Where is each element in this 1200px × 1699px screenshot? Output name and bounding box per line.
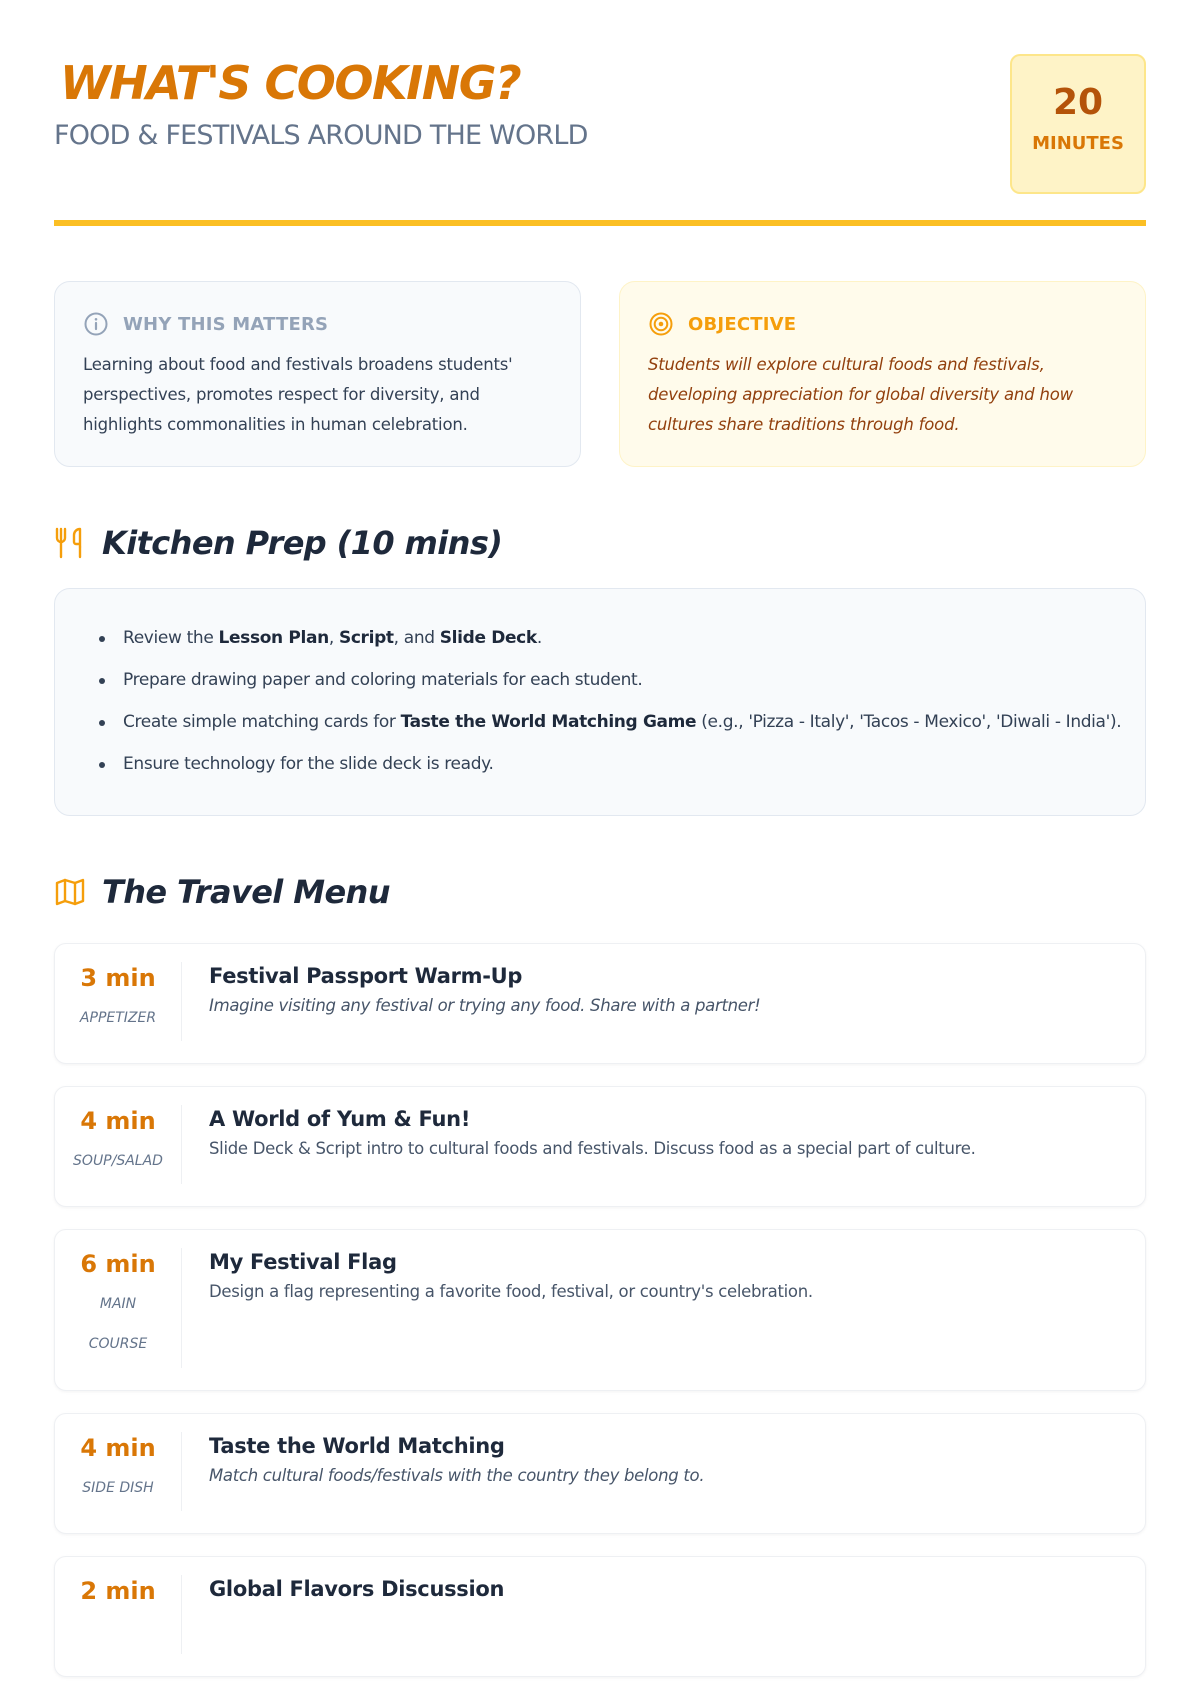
menu-item-title: Festival Passport Warm-Up bbox=[209, 964, 523, 988]
prep-item-materials: Prepare drawing paper and coloring materials for each student. bbox=[99, 659, 1101, 701]
menu-item-world-of-yum bbox=[54, 1086, 1146, 1207]
travel-menu-heading bbox=[54, 873, 390, 911]
page-title: WHAT'S COOKING? bbox=[60, 56, 521, 110]
menu-item-divider bbox=[181, 1248, 182, 1368]
menu-item-time bbox=[55, 964, 181, 1038]
menu-item-minutes: 3 min bbox=[80, 964, 156, 992]
page-header bbox=[54, 0, 1146, 226]
prep-game-name: Taste the World Matching Game bbox=[400, 712, 697, 732]
prep-script: Script bbox=[338, 628, 394, 648]
travel-menu-list bbox=[54, 943, 1146, 1699]
prep-slide-deck: Slide Deck bbox=[439, 628, 537, 648]
menu-item-divider bbox=[181, 1432, 182, 1511]
page-subtitle: FOOD & FESTIVALS AROUND THE WORLD bbox=[54, 120, 588, 151]
menu-item-description: Match cultural foods/festivals with the country they belong to. bbox=[209, 1466, 705, 1485]
menu-item-course: MAIN bbox=[99, 1296, 137, 1312]
menu-item-title: A World of Yum & Fun! bbox=[209, 1107, 471, 1131]
menu-item-time bbox=[55, 1107, 181, 1181]
kitchen-prep-title: Kitchen Prep (10 mins) bbox=[102, 524, 503, 562]
kitchen-prep-heading bbox=[54, 524, 502, 562]
kitchen-prep-box bbox=[54, 588, 1146, 816]
prep-item-review: Review the Lesson Plan, Script, and Slide Deck. bbox=[99, 617, 1101, 659]
menu-item-global-flavors bbox=[54, 1556, 1146, 1677]
menu-item-time bbox=[55, 1577, 181, 1605]
menu-item-title: Taste the World Matching bbox=[209, 1434, 505, 1458]
travel-menu-title: The Travel Menu bbox=[102, 873, 390, 911]
menu-item-minutes: 6 min bbox=[80, 1250, 156, 1278]
why-this-matters-card bbox=[54, 281, 581, 467]
menu-item-festival-passport bbox=[54, 943, 1146, 1064]
menu-item-time bbox=[55, 1434, 181, 1508]
menu-item-description: Design a flag representing a favorite food, festival, or country's celebration. bbox=[209, 1282, 813, 1301]
menu-item-course: SOUP/SALAD bbox=[73, 1153, 163, 1169]
objective-text: Students will explore cultural foods and festivals, developing appreciation for global diversity and how cultures share traditions through food. bbox=[648, 355, 1073, 434]
menu-item-title: My Festival Flag bbox=[209, 1250, 397, 1274]
prep-lesson-plan: Lesson Plan bbox=[218, 628, 329, 648]
menu-item-description: Imagine visiting any festival or trying any food. Share with a partner! bbox=[209, 996, 761, 1015]
menu-item-minutes: 2 min bbox=[80, 1577, 156, 1605]
menu-item-time bbox=[55, 1250, 181, 1364]
info-icon bbox=[83, 311, 109, 337]
map-icon bbox=[54, 875, 86, 909]
menu-item-description: Slide Deck & Script intro to cultural foods and festivals. Discuss food as a special part of culture. bbox=[209, 1139, 976, 1158]
menu-item-title: Global Flavors Discussion bbox=[209, 1577, 505, 1601]
menu-item-festival-flag bbox=[54, 1229, 1146, 1391]
duration-unit: MINUTES bbox=[1032, 133, 1124, 154]
prep-item-technology: Ensure technology for the slide deck is ready. bbox=[99, 743, 1101, 785]
menu-item-course: APPETIZER bbox=[79, 1010, 157, 1026]
menu-item-minutes: 4 min bbox=[80, 1434, 156, 1462]
menu-item-taste-the-world bbox=[54, 1413, 1146, 1534]
duration-value: 20 bbox=[1052, 82, 1104, 123]
menu-item-course: SIDE DISH bbox=[82, 1480, 154, 1496]
info-cards bbox=[54, 281, 1146, 467]
menu-item-course-line2: COURSE bbox=[88, 1336, 148, 1352]
target-icon bbox=[648, 311, 674, 337]
objective-title: OBJECTIVE bbox=[688, 313, 797, 335]
why-title: WHY THIS MATTERS bbox=[123, 313, 329, 335]
menu-item-divider bbox=[181, 962, 182, 1041]
menu-item-divider bbox=[181, 1575, 182, 1654]
duration-badge bbox=[1010, 54, 1146, 194]
menu-item-divider bbox=[181, 1105, 182, 1184]
menu-item-minutes: 4 min bbox=[80, 1107, 156, 1135]
prep-list bbox=[99, 617, 1122, 785]
utensils-icon bbox=[54, 526, 86, 560]
objective-card bbox=[619, 281, 1146, 467]
prep-item-cards: Create simple matching cards for Taste the World Matching Game (e.g., 'Pizza - Italy', 'Tacos - Mexico', 'Diwali - India'). bbox=[99, 701, 1101, 743]
why-text: Learning about food and festivals broadens students' perspectives, promotes respect for diversity, and highlights commonalities in human celebration. bbox=[83, 355, 513, 434]
